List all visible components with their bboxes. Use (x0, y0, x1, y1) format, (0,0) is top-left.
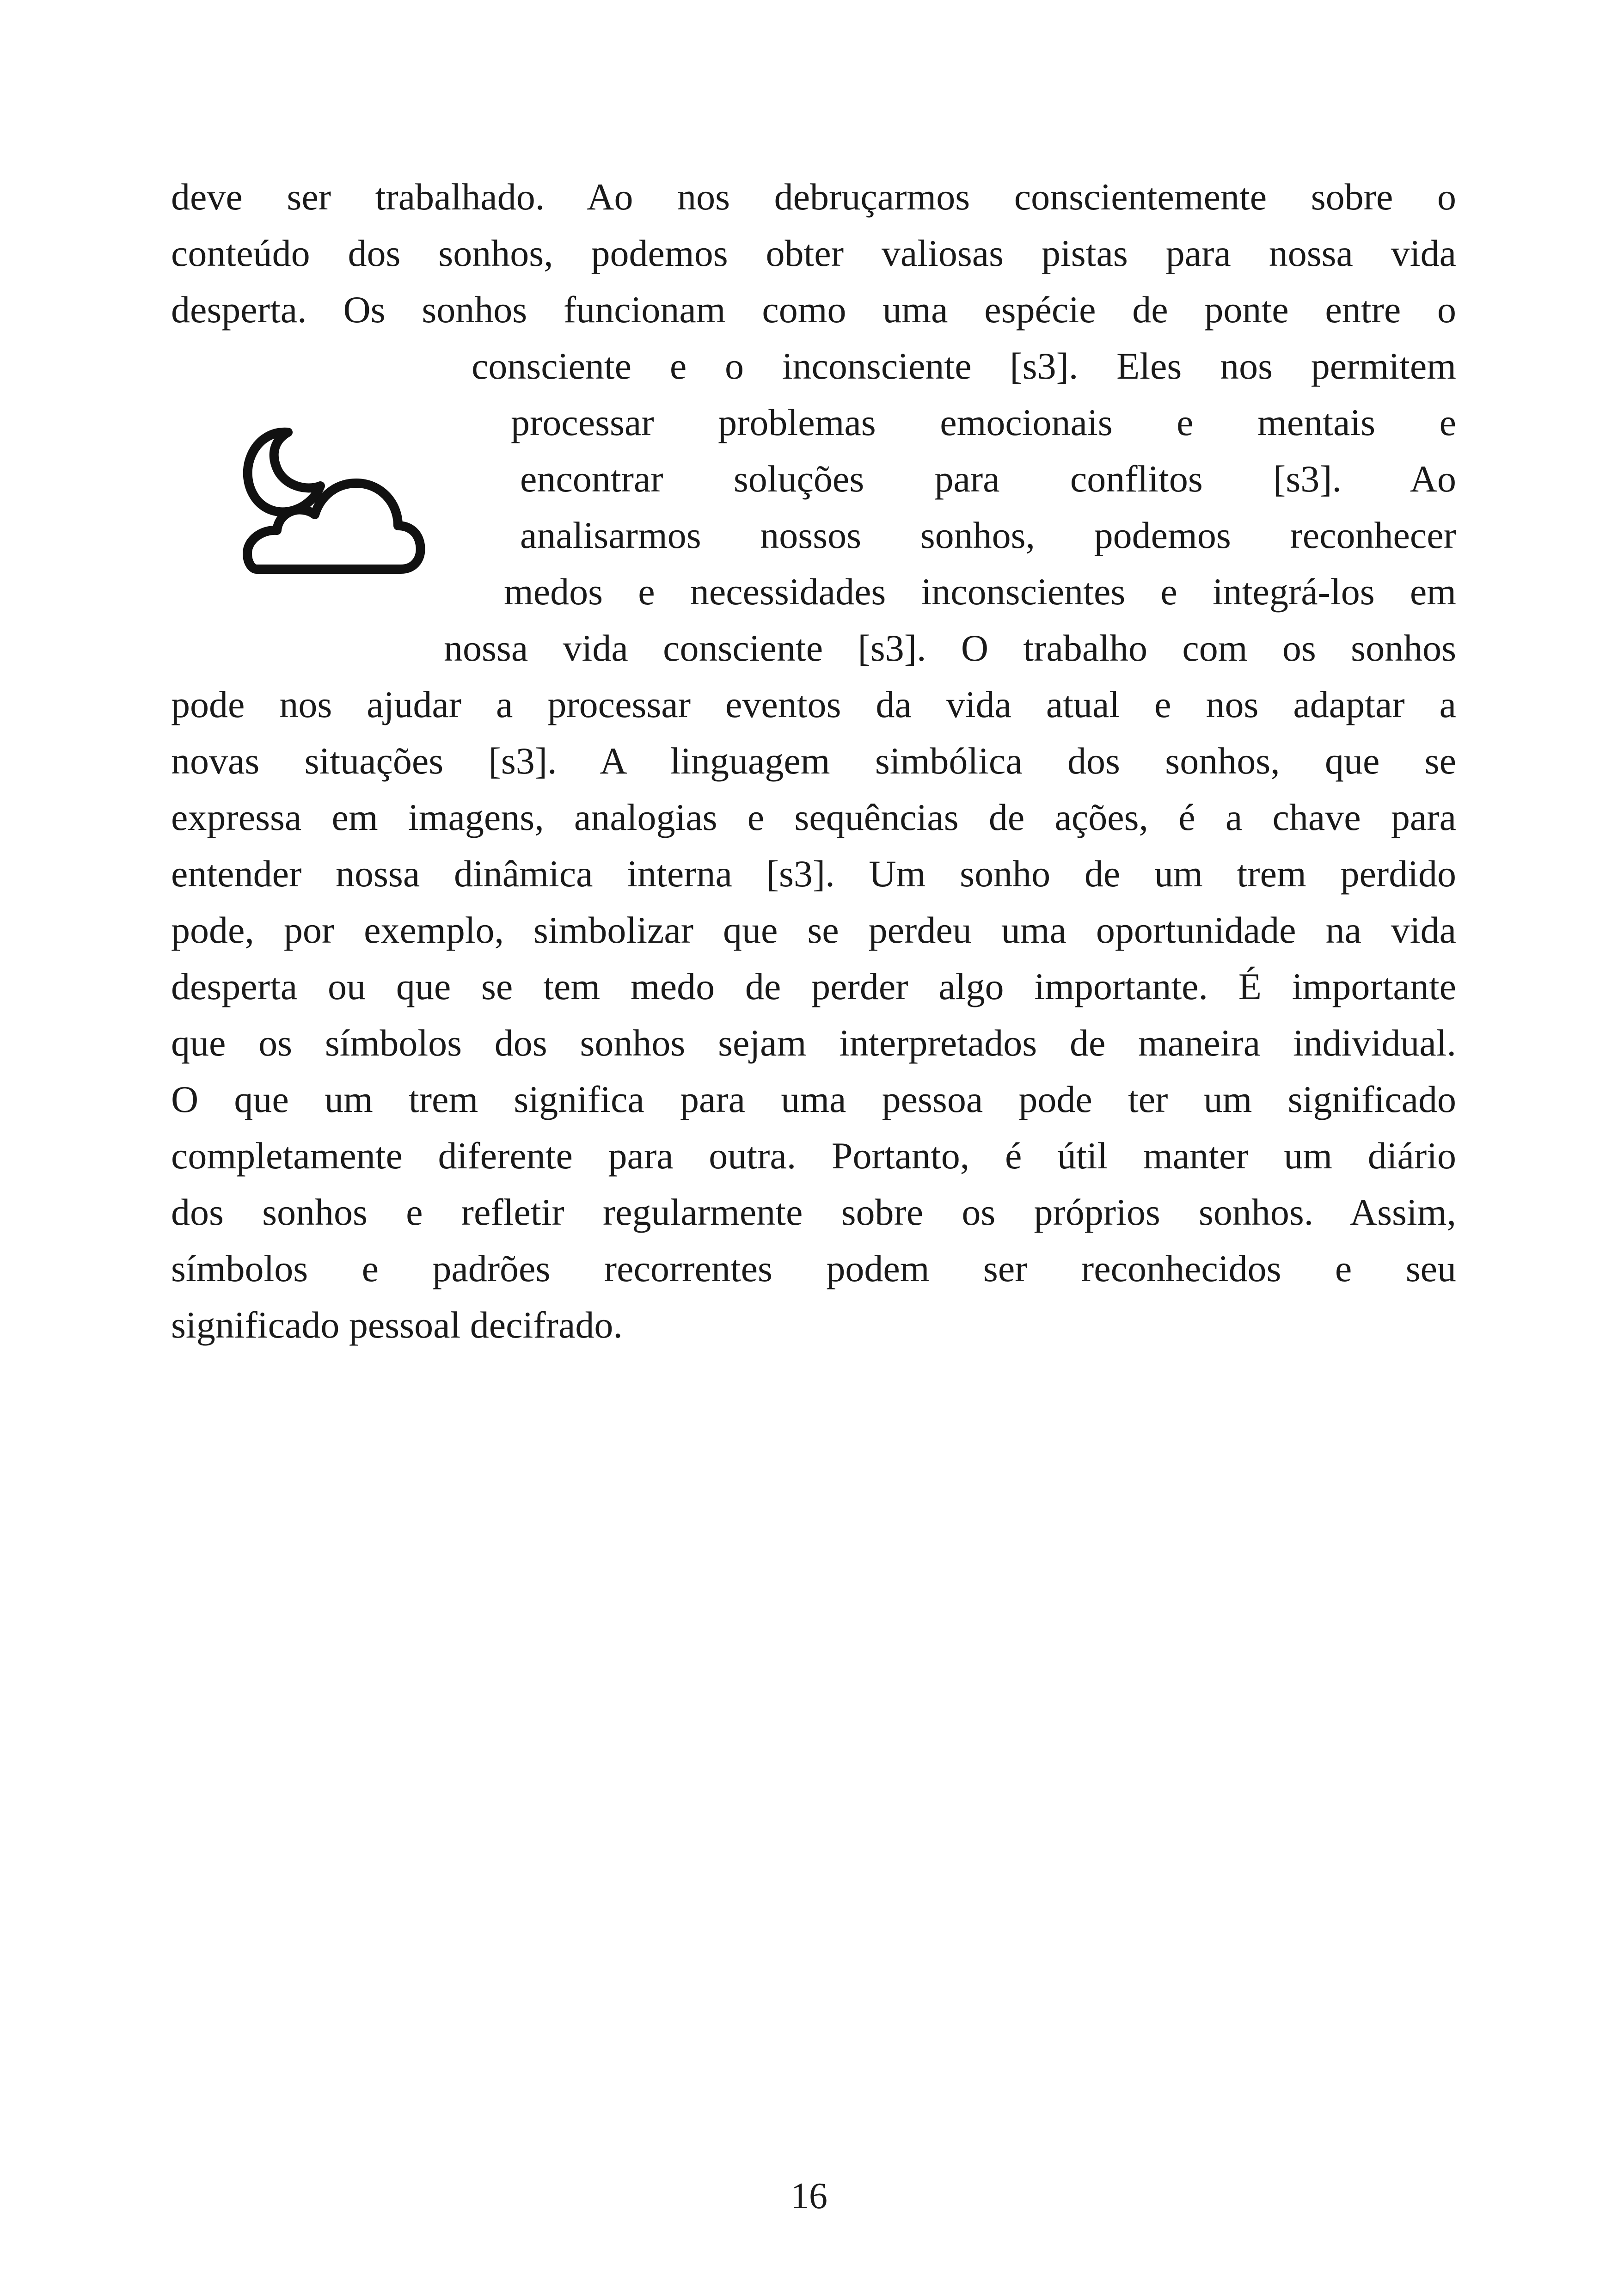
text-line: desperta ou que se tem medo de perder algo importante. É importante (171, 965, 1456, 1007)
text-line: pode nos ajudar a processar eventos da vida atual e nos adaptar a (171, 683, 1456, 725)
text-line: nossa vida consciente [s3]. O trabalho com os sonhos (444, 627, 1456, 669)
text-line: completamente diferente para outra. Portanto, é útil manter um diário (171, 1135, 1456, 1177)
text-line: O que um trem significa para uma pessoa pode ter um significado (171, 1078, 1456, 1120)
text-line: processar problemas emocionais e mentais e (511, 401, 1456, 443)
text-line: analisarmos nossos sonhos, podemos reconhecer (520, 514, 1456, 556)
text-line: novas situações [s3]. A linguagem simbólica dos sonhos, que se (171, 740, 1456, 782)
text-line: conteúdo dos sonhos, podemos obter valiosas pistas para nossa vida (171, 232, 1456, 274)
text-line: que os símbolos dos sonhos sejam interpretados de maneira individual. (171, 1022, 1456, 1064)
text-line: encontrar soluções para conflitos [s3]. Ao (520, 458, 1456, 500)
text-line: expressa em imagens, analogias e sequências de ações, é a chave para (171, 796, 1456, 838)
text-line: dos sonhos e refletir regularmente sobre os próprios sonhos. Assim, (171, 1191, 1456, 1233)
text-line: significado pessoal decifrado. (171, 1304, 623, 1346)
text-line: pode, por exemplo, simbolizar que se perdeu uma oportunidade na vida (171, 909, 1456, 951)
text-line: medos e necessidades inconscientes e integrá-los em (504, 571, 1456, 613)
body-text (171, 169, 1456, 1353)
page-number: 16 (791, 2176, 827, 2216)
text-line: consciente e o inconsciente [s3]. Eles nos permitem (472, 345, 1456, 387)
text-line: entender nossa dinâmica interna [s3]. Um sonho de um trem perdido (171, 853, 1456, 895)
text-line: desperta. Os sonhos funcionam como uma espécie de ponte entre o (171, 289, 1456, 331)
moon-cloud-icon (229, 423, 425, 576)
text-line: símbolos e padrões recorrentes podem ser reconhecidos e seu (171, 1247, 1456, 1289)
text-line: deve ser trabalhado. Ao nos debruçarmos conscientemente sobre o (171, 176, 1456, 218)
